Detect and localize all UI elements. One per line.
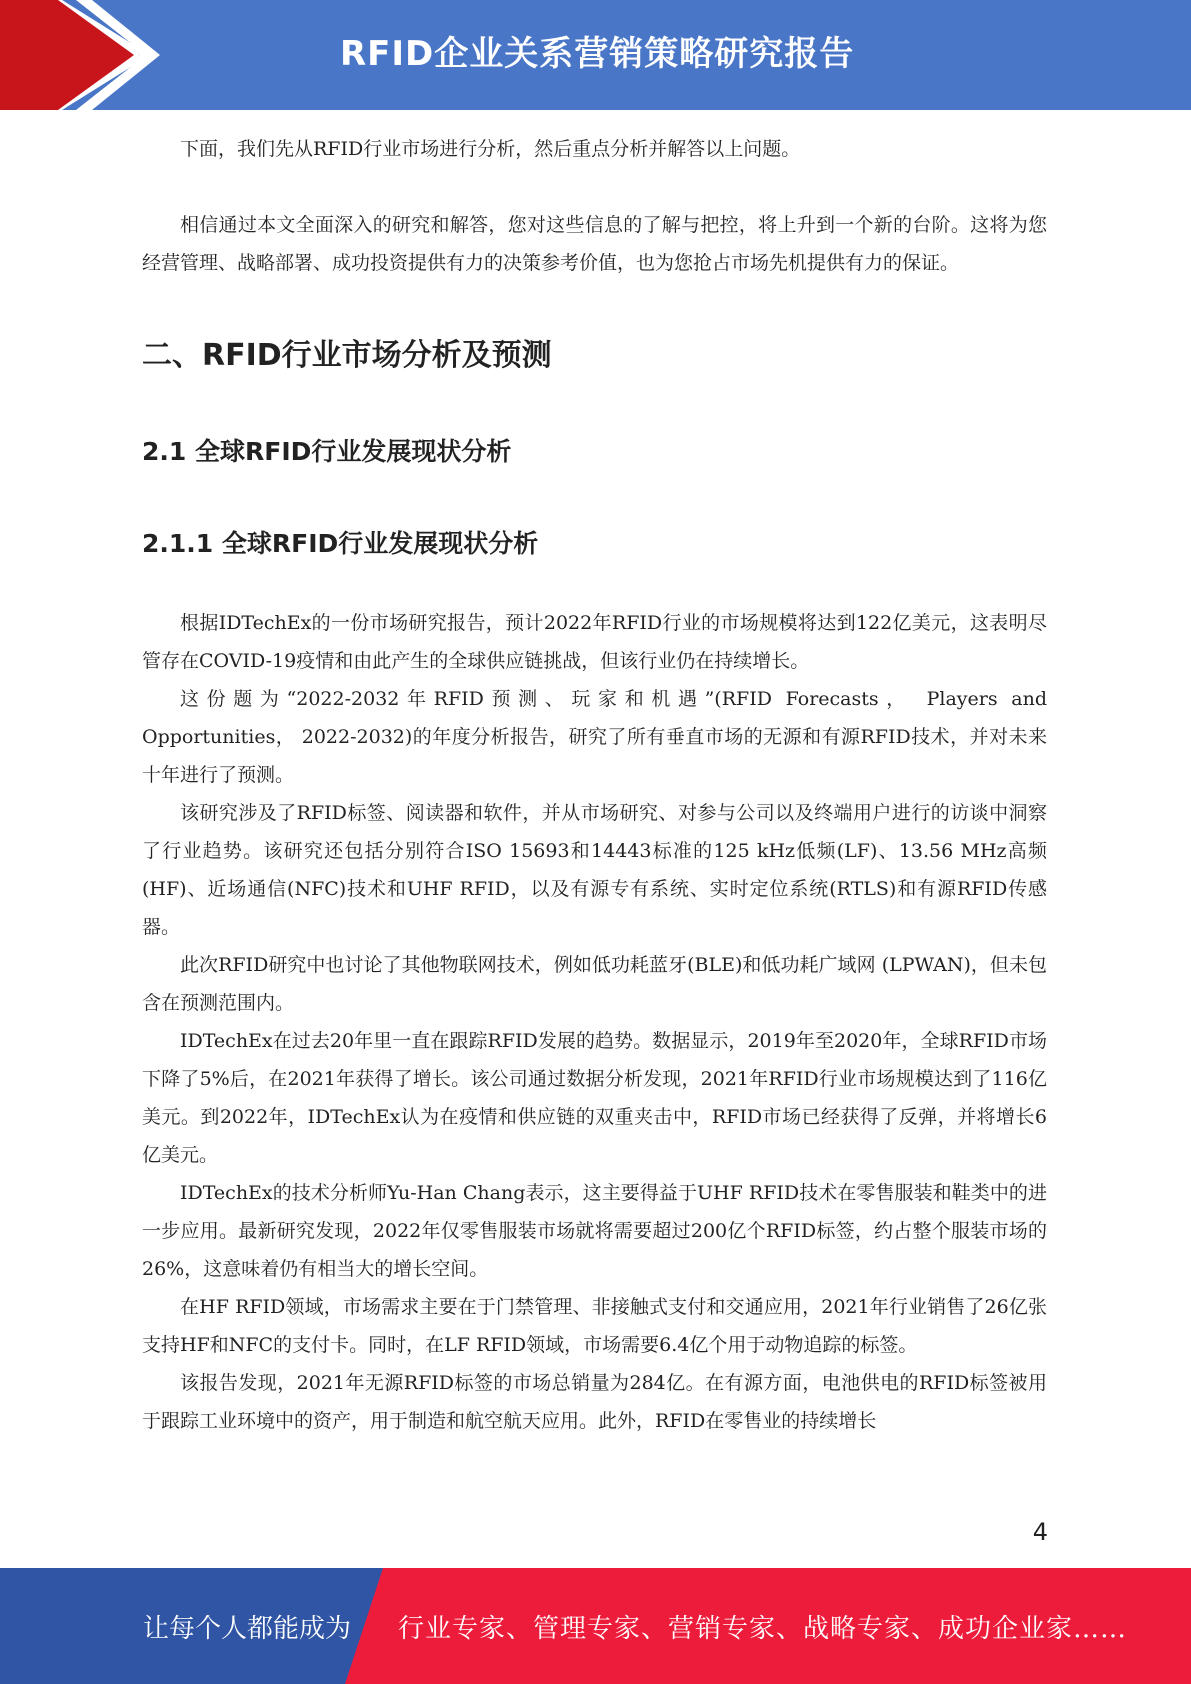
page-header: [0, 0, 1191, 110]
intro-paragraph: 相信通过本文全面深入的研究和解答，您对这些信息的了解与把控，将上升到一个新的台阶。这将为您经营管理、战略部署、成功投资提供有力的决策参考价值，也为您抢占市场先机提供有力的保证。: [142, 214, 1047, 274]
page-footer: [0, 1568, 1191, 1684]
body-paragraph: IDTechEx的技术分析师Yu-Han Chang表示，这主要得益于UHF RFID技术在零售服装和鞋类中的进一步应用。最新研究发现，2022年仅零售服装市场就将需要超过200亿个RFID标签，约占整个服装市场的26%，这意味着仍有相当大的增长空间。: [142, 1182, 1047, 1280]
body-paragraph: 此次RFID研究中也讨论了其他物联网技术，例如低功耗蓝牙(BLE)和低功耗广域网 (LPWAN)，但未包含在预测范围内。: [142, 954, 1047, 1014]
body-paragraph: 这份题为“2022-2032年RFID预测、玩家和机遇”(RFID Forecasts， Players and Opportunities， 2022-2032)的年度分析报告，研究了所有垂直市场的无源和有源RFID技术，并对未来十年进行了预测。: [142, 688, 1047, 786]
page-number: 4: [1032, 1518, 1048, 1546]
subsubsection-heading: 2.1.1 全球RFID行业发展现状分析: [142, 529, 539, 558]
body-paragraph: 该报告发现，2021年无源RFID标签的市场总销量为284亿。在有源方面，电池供电的RFID标签被用于跟踪工业环境中的资产，用于制造和航空航天应用。此外，RFID在零售业的持续增长: [142, 1372, 1047, 1432]
report-title: RFID企业关系营销策略研究报告: [340, 34, 855, 74]
body-paragraph: IDTechEx在过去20年里一直在跟踪RFID发展的趋势。数据显示，2019年至2020年，全球RFID市场下降了5%后，在2021年获得了增长。该公司通过数据分析发现，2021年RFID行业市场规模达到了116亿美元。到2022年，IDTechEx认为在疫情和供应链的双重夹击中，RFID市场已经获得了反弹，并将增长6亿美元。: [142, 1030, 1047, 1166]
footer-slogan-left: 让每个人都能成为: [143, 1614, 352, 1644]
body-paragraph: 在HF RFID领域，市场需求主要在于门禁管理、非接触式支付和交通应用，2021年行业销售了26亿张支持HF和NFC的支付卡。同时，在LF RFID领域，市场需要6.4亿个用于动物追踪的标签。: [142, 1296, 1047, 1356]
subsection-heading: 2.1 全球RFID行业发展现状分析: [142, 437, 512, 466]
section-heading: 二、RFID行业市场分析及预测: [142, 338, 552, 373]
intro-paragraph: 下面，我们先从RFID行业市场进行分析，然后重点分析并解答以上问题。: [180, 138, 801, 160]
page-content: [142, 130, 1047, 1440]
body-paragraph: 根据IDTechEx的一份市场研究报告，预计2022年RFID行业的市场规模将达到122亿美元，这表明尽管存在COVID-19疫情和由此产生的全球供应链挑战，但该行业仍在持续增长。: [142, 612, 1047, 672]
footer-slogan-right: 行业专家、管理专家、营销专家、战略专家、成功企业家……: [398, 1614, 1128, 1644]
body-paragraph: 该研究涉及了RFID标签、阅读器和软件，并从市场研究、对参与公司以及终端用户进行的访谈中洞察了行业趋势。该研究还包括分别符合ISO 15693和14443标准的125 kHz低频(LF)、13.56 MHz高频(HF)、近场通信(NFC)技术和UHF RFID，以及有源专有系统、实时定位系统(RTLS)和有源RFID传感器。: [142, 802, 1047, 938]
